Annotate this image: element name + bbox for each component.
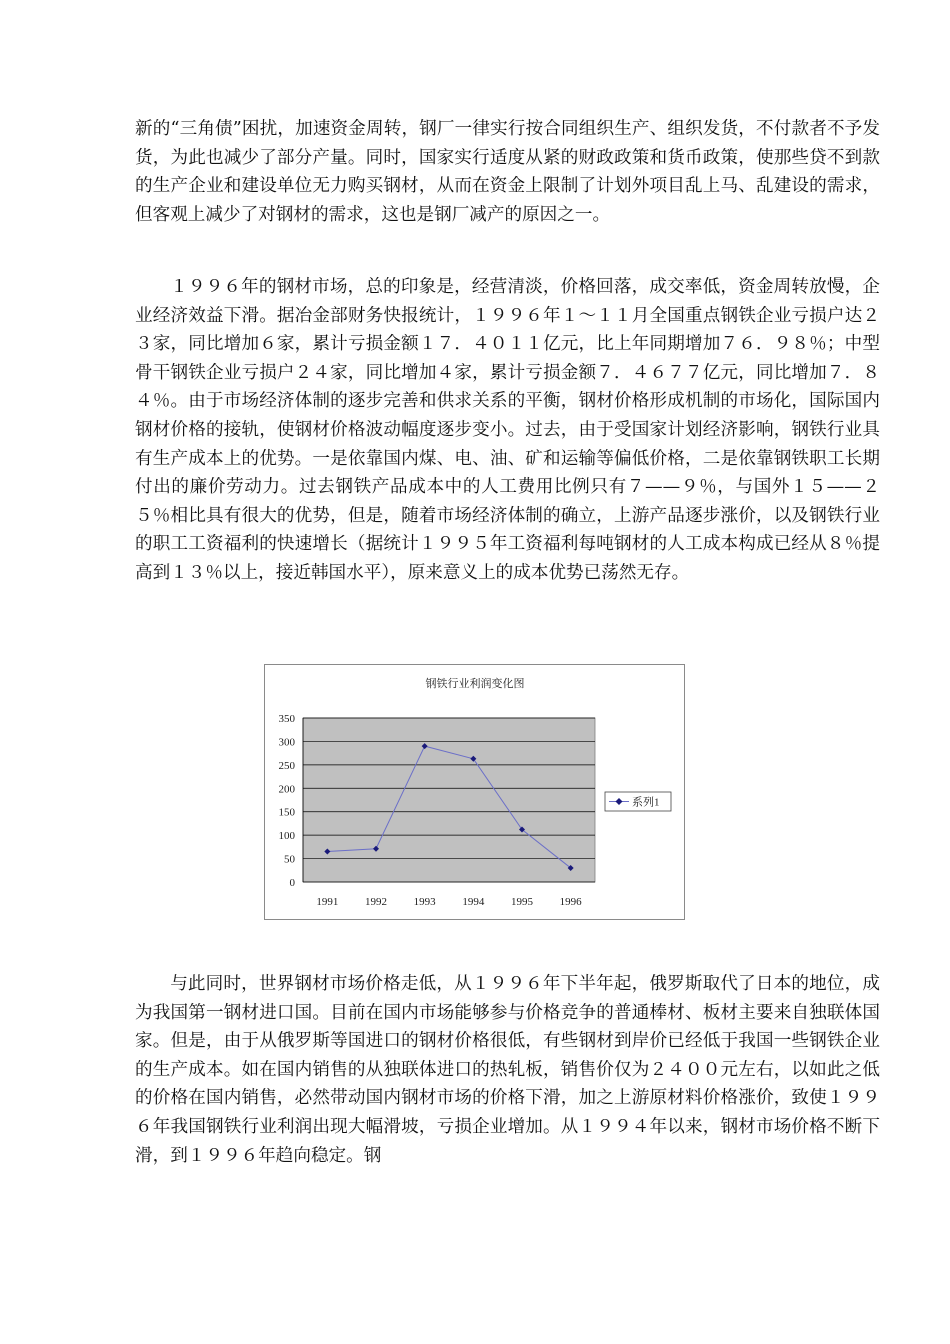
paragraph-3: 与此同时，世界钢材市场价格走低，从１９９６年下半年起，俄罗斯取代了日本的地位，成为我国第一钢材进口国。目前在国内市场能够参与价格竞争的普通棒材、板材主要来自独联体国家。但是，由于从俄罗斯等国进口的钢材价格很低，有些钢材到岸价已经低于我国一些钢铁企业的生产成本。如在国内销售的从独联体进口的热轧板，销售价仅为２４００元左右，以如此之低的价格在国内销售，必然带动国内钢材市场的价格下滑，加之上游原材料价格涨价，致使１９９６年我国钢铁行业利润出现大幅滑坡，亏损企业增加。从１９９４年以来，钢材市场价格不断下滑，到１９９６年趋向稳定。钢	[135, 974, 880, 1166]
x-tick-label: 1996	[559, 896, 582, 908]
y-tick-label: 350	[278, 713, 295, 725]
x-tick-label: 1994	[462, 896, 485, 908]
y-axis	[279, 713, 304, 889]
x-axis	[303, 882, 595, 908]
y-tick-label: 100	[278, 830, 295, 843]
y-tick-label: 0	[289, 877, 295, 889]
y-tick-label: 250	[278, 759, 295, 772]
paragraph-1: 新的“三角债”困扰，加速资金周转，钢厂一律实行按合同组织生产、组织发货，不付款者不予发货，为此也减少了部分产量。同时，国家实行适度从紧的财政政策和货币政策，使那些贷不到款的生产企业和建设单位无力购买钢材，从而在资金上限制了计划外项目乱上马、乱建设的需求，但客观上减少了对钢材的需求，这也是钢厂减产的原因之一。	[135, 119, 880, 225]
y-tick-label: 300	[278, 736, 295, 749]
plot-area	[303, 718, 595, 882]
y-tick-label: 150	[278, 806, 295, 819]
chart-title: 钢铁行业利润变化图	[425, 677, 525, 690]
chart-canvas	[265, 665, 686, 921]
x-tick-label: 1993	[413, 896, 436, 908]
paragraph-2: １９９６年的钢材市场，总的印象是，经营清淡，价格回落，成交率低，资金周转放慢，企业经济效益下滑。据冶金部财务快报统计，１９９６年１～１１月全国重点钢铁企业亏损户达２３家，同比增加６家，累计亏损金额１７．４０１１亿元，比上年同期增加７６．９８％；中型骨干钢铁企业亏损户２４家，同比增加４家，累计亏损金额７．４６７７亿元，同比增加７．８４％。由于市场经济体制的逐步完善和供求关系的平衡，钢材价格形成机制的市场化，国际国内钢材价格的接轨，使钢材价格波动幅度逐步变小。过去，由于受国家计划经济影响，钢铁行业具有生产成本上的优势。一是依靠国内煤、电、油、矿和运输等偏低价格，二是依靠钢铁职工长期付出的廉价劳动力。过去钢铁产品成本中的人工费用比例只有７——９％，与国外１５——２５％相比具有很大的优势，但是，随着市场经济体制的确立，上游产品逐步涨价，以及钢铁行业的职工工资福利的快速增长（据统计１９９５年工资福利每吨钢材的人工成本构成已经从８％提高到１３％以上，接近韩国水平），原来意义上的成本优势已荡然无存。	[135, 277, 880, 583]
profit-line-chart	[264, 664, 685, 920]
y-tick-label: 50	[284, 853, 295, 866]
x-tick-label: 1992	[365, 896, 387, 908]
legend	[605, 792, 671, 811]
x-tick-label: 1991	[316, 896, 339, 908]
legend-label: 系列1	[632, 796, 660, 809]
y-tick-label: 200	[278, 783, 295, 796]
x-tick-label: 1995	[511, 896, 533, 908]
